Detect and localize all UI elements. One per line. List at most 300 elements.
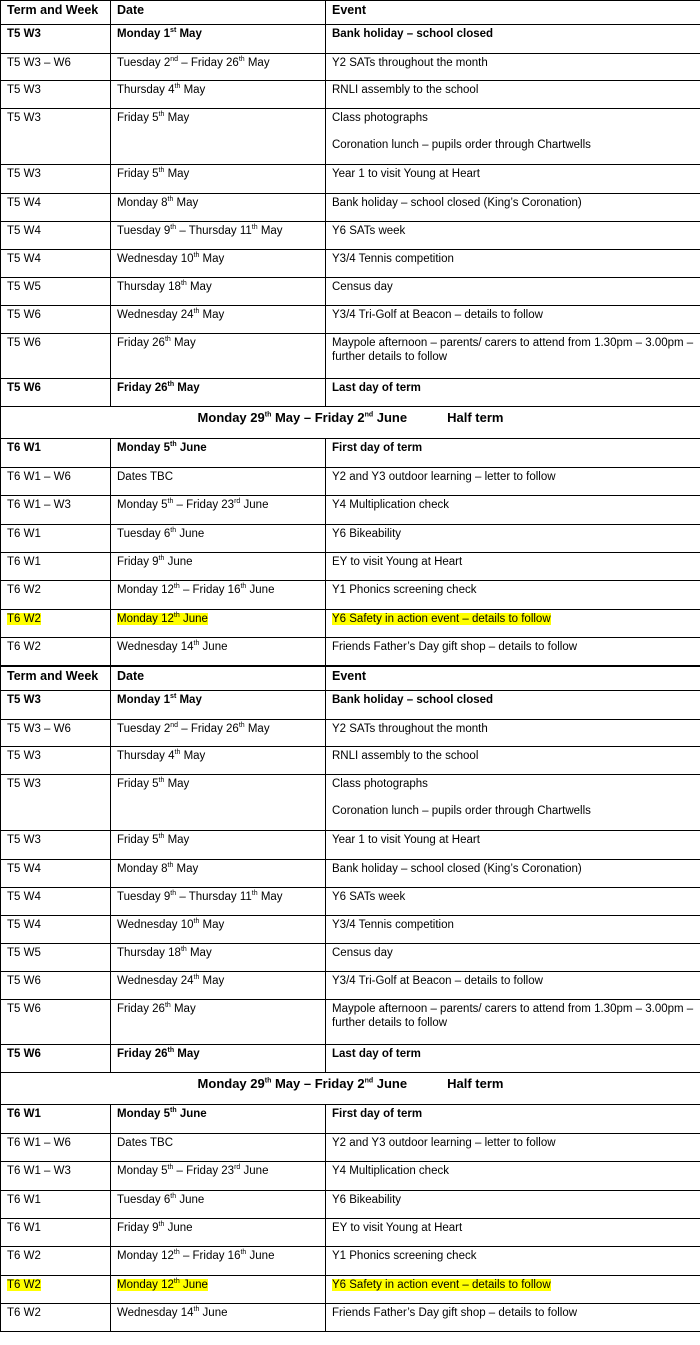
date-main: Thursday 4 [117,84,175,96]
date-main: Friday 5 [117,778,159,790]
term-text: T5 W3 – W6 [7,57,71,69]
table-row [1,638,700,666]
date-main: Friday 5 [117,112,159,124]
half-term-row [1,407,700,439]
event-text-second: Coronation lunch – pupils order through Chartwells [332,805,591,817]
date-text [117,778,189,790]
event-cell [326,1000,700,1045]
event-text: RNLI assembly to the school [332,84,479,96]
date-ordinal: th [167,1047,175,1055]
term-cell [1,334,111,379]
half-term-date: Monday 29 [197,1076,265,1091]
term-cell [1,1045,111,1073]
term-text: T6 W2 [7,584,41,596]
table-row [1,860,700,888]
date-cell [111,165,326,194]
date-ordinal: th [174,83,181,91]
date-text [117,1165,268,1177]
term-cell [1,194,111,222]
term-cell [1,250,111,278]
term-text: T6 W1 – W3 [7,499,71,511]
date-cell [111,1276,326,1304]
event-text: Y3/4 Tennis competition [332,253,454,265]
term-text: T5 W3 [7,750,41,762]
date-cell [111,468,326,496]
table-row [1,306,700,334]
date-cell [111,1134,326,1162]
event-text: Y2 SATs throughout the month [332,723,488,735]
date-cell [111,831,326,860]
date-cell [111,972,326,1000]
header-event: Event [326,667,700,691]
date-main: Monday 8 [117,863,168,875]
table-row [1,1191,700,1219]
date-tail: – Friday 23 [173,499,235,511]
event-cell [326,496,700,525]
date-ordinal: th [170,890,177,898]
events-table [0,0,700,666]
events-table [0,666,700,1332]
date-main: Tuesday 6 [117,1194,171,1206]
date-tail: May [164,834,190,846]
date-cell [111,944,326,972]
table-row [1,1134,700,1162]
date-ordinal: th [170,1193,177,1201]
event-text: Maypole afternoon – parents/ carers to attend from 1.30pm – 3.00pm – further details to follow [332,337,694,363]
event-text: Y1 Phonics screening check [332,1250,477,1262]
event-text: Y4 Multiplication check [332,499,449,511]
date-cell [111,250,326,278]
event-text: Class photographs [332,112,428,124]
date-text [117,863,198,875]
event-cell [326,194,700,222]
date-text [117,1108,207,1120]
event-cell [326,610,700,638]
date-main: Tuesday 9 [117,225,171,237]
date-text [117,84,205,96]
date-text [117,197,198,209]
term-cell [1,439,111,468]
table-row [1,691,700,720]
date-tail: June [240,1165,269,1177]
date-ordinal: th [167,862,174,870]
date-cell [111,916,326,944]
date-cell [111,25,326,54]
event-text: RNLI assembly to the school [332,750,479,762]
date-cell [111,222,326,250]
table-row [1,334,700,379]
term-text: T5 W6 [7,1003,41,1015]
term-cell [1,1247,111,1276]
term-cell [1,944,111,972]
term-text: T6 W1 [7,528,41,540]
table-row [1,916,700,944]
table-row [1,1105,700,1134]
half-term-date: Monday 29 [197,410,265,425]
date-ordinal: th [173,583,180,591]
date-text [117,225,283,237]
date-tail: June [246,584,275,596]
date-main: Thursday 4 [117,750,175,762]
event-text: Bank holiday – school closed (King’s Coronation) [332,197,582,209]
half-term-date: May – Friday 2 [271,410,365,425]
date-cell [111,1105,326,1134]
table-row [1,720,700,747]
date-main: Monday 8 [117,197,168,209]
table-row [1,1045,700,1073]
event-cell [326,916,700,944]
event-cell [326,831,700,860]
table-row [1,165,700,194]
table-row [1,468,700,496]
event-cell [326,54,700,81]
event-cell [326,379,700,407]
term-text: T5 W4 [7,863,41,875]
date-cell [111,278,326,306]
term-text: T6 W2 [7,1279,41,1291]
date-tail: – Friday 16 [179,1250,241,1262]
date-ordinal: th [240,1249,247,1257]
table-row [1,581,700,610]
date-cell [111,334,326,379]
table-row [1,1219,700,1247]
event-text: Y4 Multiplication check [332,1165,449,1177]
date-cell [111,379,326,407]
date-ordinal: th [158,1221,165,1229]
date-ordinal: th [173,612,180,620]
term-cell [1,720,111,747]
date-cell [111,1162,326,1191]
date-tail: May [164,168,190,180]
term-text: T6 W1 [7,556,41,568]
event-text: Class photographs [332,778,428,790]
date-tail: May [199,975,225,987]
event-cell [326,334,700,379]
date-tail: May [176,694,202,706]
date-text [117,309,224,321]
date-tail: – Friday 26 [178,723,239,735]
event-cell [326,278,700,306]
event-cell [326,1247,700,1276]
event-text-second: Coronation lunch – pupils order through Chartwells [332,139,591,151]
date-ordinal: nd [364,1077,374,1085]
event-cell [326,109,700,165]
date-tail: – Friday 26 [178,57,239,69]
event-text: Y6 Bikeability [332,1194,402,1206]
date-main: Dates TBC [117,471,174,483]
term-cell [1,165,111,194]
event-cell [326,525,700,553]
date-text [117,1137,173,1149]
date-tail: June [179,1279,208,1291]
date-text [117,337,196,349]
date-ordinal: th [158,111,165,119]
table-row [1,81,700,109]
table-row [1,194,700,222]
date-ordinal: th [174,749,181,757]
date-text [117,57,270,69]
table-row [1,972,700,1000]
date-main: Friday 26 [117,337,165,349]
date-main: Dates TBC [117,1137,174,1149]
event-text: Bank holiday – school closed (King’s Coronation) [332,863,582,875]
date-cell [111,496,326,525]
date-text [117,281,212,293]
date-cell [111,860,326,888]
event-text: Y3/4 Tennis competition [332,919,454,931]
event-cell [326,888,700,916]
term-text: T6 W2 [7,1307,41,1319]
date-text [117,499,268,511]
term-cell [1,916,111,944]
table-row [1,109,700,165]
date-text [117,919,224,931]
term-cell [1,581,111,610]
term-cell [1,222,111,250]
date-tail: June [164,556,193,568]
date-text [117,975,224,987]
event-text: Y1 Phonics screening check [332,584,477,596]
term-text: T5 W4 [7,253,41,265]
term-text: T5 W6 [7,309,41,321]
term-cell [1,1134,111,1162]
half-term-cell [1,407,700,439]
date-tail: May [176,28,202,40]
date-ordinal: th [238,56,245,64]
date-ordinal: th [164,336,171,344]
term-cell [1,54,111,81]
date-ordinal: rd [234,1164,241,1172]
date-text [117,382,200,394]
date-ordinal: th [193,308,200,316]
table-row [1,610,700,638]
date-cell [111,888,326,916]
term-cell [1,1105,111,1134]
term-text: T5 W6 [7,1048,41,1060]
date-main: Wednesday 24 [117,309,194,321]
date-main: Wednesday 10 [117,919,194,931]
event-cell [326,553,700,581]
date-main: Monday 5 [117,499,168,511]
term-text: T6 W1 – W6 [7,471,71,483]
date-cell [111,1045,326,1073]
date-ordinal: th [170,1107,177,1115]
event-text: Y2 SATs throughout the month [332,57,488,69]
date-tail: May [199,253,225,265]
event-cell [326,1276,700,1304]
date-main: Tuesday 9 [117,891,171,903]
date-text [117,112,189,124]
half-term-date: June [373,1076,408,1091]
date-text [117,723,270,735]
term-cell [1,1162,111,1191]
half-term-cell [1,1073,700,1105]
event-text: Maypole afternoon – parents/ carers to attend from 1.30pm – 3.00pm – further details to follow [332,1003,694,1029]
event-cell [326,468,700,496]
term-cell [1,972,111,1000]
term-cell [1,306,111,334]
term-cell [1,775,111,831]
event-cell [326,250,700,278]
date-ordinal: th [170,224,177,232]
event-cell [326,222,700,250]
table-row [1,250,700,278]
half-term-date: June [373,410,408,425]
table-row [1,775,700,831]
date-ordinal: th [193,640,200,648]
date-tail: May [164,778,190,790]
event-text: Year 1 to visit Young at Heart [332,168,480,180]
date-cell [111,1247,326,1276]
date-main: Monday 12 [117,1250,174,1262]
event-cell [326,747,700,775]
term-text: T5 W4 [7,891,41,903]
table-row [1,1162,700,1191]
event-cell [326,165,700,194]
date-text [117,584,274,596]
date-ordinal: th [238,722,245,730]
date-tail: May [244,57,270,69]
event-cell [326,1134,700,1162]
date-main: Friday 26 [117,1003,165,1015]
date-tail: May [257,891,283,903]
date-tail: June [240,499,269,511]
event-text: Y3/4 Tri-Golf at Beacon – details to follow [332,975,543,987]
half-term-date: May – Friday 2 [271,1076,365,1091]
term-text: T5 W3 [7,834,41,846]
table-row [1,888,700,916]
header-row [1,1,700,25]
date-cell [111,1219,326,1247]
event-cell [326,775,700,831]
term-text: T5 W5 [7,281,41,293]
half-term-label: Half term [447,410,504,425]
event-text: Friends Father’s Day gift shop – details to follow [332,641,578,653]
event-cell [326,1219,700,1247]
date-tail: May [173,863,199,875]
date-cell [111,306,326,334]
term-text: T5 W3 – W6 [7,723,71,735]
date-cell [111,747,326,775]
event-text: EY to visit Young at Heart [332,1222,463,1234]
term-text: T5 W4 [7,225,41,237]
date-ordinal: th [264,411,272,419]
date-text [117,1194,204,1206]
date-main: Tuesday 2 [117,723,171,735]
date-tail: May [180,84,206,96]
date-text [117,891,283,903]
term-cell [1,25,111,54]
date-ordinal: th [167,196,174,204]
date-tail: May [170,337,196,349]
date-main: Thursday 18 [117,947,181,959]
event-text: Y3/4 Tri-Golf at Beacon – details to follow [332,309,543,321]
term-cell [1,278,111,306]
date-tail: May [244,723,270,735]
date-tail: May [186,947,212,959]
term-cell [1,525,111,553]
table-row [1,1276,700,1304]
event-cell [326,860,700,888]
date-ordinal: th [158,833,165,841]
table-row [1,278,700,306]
table-row [1,54,700,81]
event-text: Y6 SATs week [332,891,406,903]
term-text: T6 W1 – W6 [7,1137,71,1149]
date-text [117,641,228,653]
term-cell [1,109,111,165]
term-cell [1,1000,111,1045]
term-cell [1,1304,111,1332]
date-text [117,1222,193,1234]
date-tail: June [176,1194,205,1206]
event-text: Bank holiday – school closed [332,28,494,40]
date-ordinal: th [167,1164,174,1172]
date-main: Friday 26 [117,1048,168,1060]
date-cell [111,1191,326,1219]
term-cell [1,747,111,775]
date-cell [111,720,326,747]
term-text: T5 W3 [7,168,41,180]
date-text [117,834,189,846]
date-ordinal: th [173,1278,180,1286]
date-tail: May [173,197,199,209]
date-main: Monday 5 [117,442,171,454]
date-text [117,168,189,180]
date-ordinal: th [193,252,200,260]
date-main: Friday 5 [117,834,159,846]
date-ordinal: th [164,1002,171,1010]
table-row [1,1304,700,1332]
date-cell [111,775,326,831]
date-tail: June [199,1307,228,1319]
date-tail: May [164,112,190,124]
date-ordinal: rd [234,498,241,506]
term-cell [1,691,111,720]
date-tail: May [257,225,283,237]
event-cell [326,439,700,468]
table-row [1,439,700,468]
date-cell [111,1000,326,1045]
date-tail: May [180,750,206,762]
date-main: Friday 5 [117,168,159,180]
date-main: Wednesday 24 [117,975,194,987]
date-tail: June [199,641,228,653]
event-text: Last day of term [332,382,421,394]
date-ordinal: nd [170,56,179,64]
date-main: Monday 1 [117,694,171,706]
event-text: Year 1 to visit Young at Heart [332,834,480,846]
term-text: T5 W3 [7,84,41,96]
date-tail: June [176,1108,207,1120]
event-cell [326,1045,700,1073]
date-text [117,471,173,483]
term-cell [1,610,111,638]
date-text [117,750,205,762]
date-cell [111,638,326,666]
event-cell [326,1304,700,1332]
date-tail: – Thursday 11 [176,891,252,903]
date-tail: June [246,1250,275,1262]
date-text [117,1048,200,1060]
event-text: Y6 SATs week [332,225,406,237]
term-text: T6 W1 [7,1194,41,1206]
date-ordinal: th [180,946,187,954]
date-main: Monday 12 [117,584,174,596]
date-ordinal: th [158,777,165,785]
header-event: Event [326,1,700,25]
header-term: Term and Week [1,1,111,25]
